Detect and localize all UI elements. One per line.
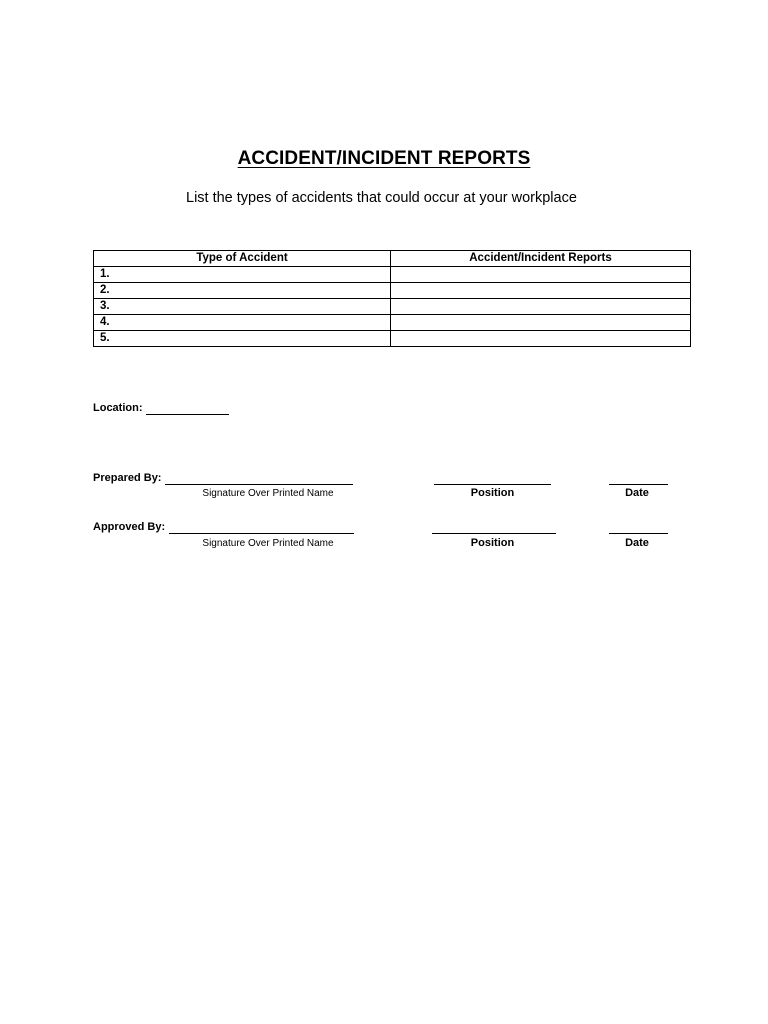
location-field[interactable]: [146, 414, 229, 415]
table-row: [94, 283, 691, 299]
row-number[interactable]: 1.: [94, 267, 391, 283]
accident-table: [93, 250, 691, 347]
report-cell[interactable]: [391, 331, 691, 347]
page-subtitle: List the types of accidents that could occur at your workplace: [186, 190, 577, 206]
prepared-date-field[interactable]: [609, 484, 668, 485]
table-row: [94, 267, 691, 283]
prepared-date-caption: Date: [625, 487, 649, 499]
row-number[interactable]: 5.: [94, 331, 391, 347]
approved-signature-caption: Signature Over Printed Name: [202, 538, 334, 549]
approved-signature-field[interactable]: [169, 533, 354, 534]
table-row: [94, 315, 691, 331]
page-title: ACCIDENT/INCIDENT REPORTS: [237, 148, 531, 169]
approved-position-field[interactable]: [432, 533, 556, 534]
row-number[interactable]: 4.: [94, 315, 391, 331]
table-header-row: [94, 251, 691, 267]
report-cell[interactable]: [391, 267, 691, 283]
report-cell[interactable]: [391, 283, 691, 299]
column-header-reports: Accident/Incident Reports: [391, 251, 691, 267]
prepared-by-label: Prepared By:: [93, 472, 162, 484]
approved-date-caption: Date: [625, 537, 649, 549]
table-row: [94, 299, 691, 315]
prepared-signature-caption: Signature Over Printed Name: [202, 488, 334, 499]
approved-by-label: Approved By:: [93, 521, 166, 533]
prepared-position-caption: Position: [470, 487, 515, 499]
approved-date-field[interactable]: [609, 533, 668, 534]
row-number[interactable]: 3.: [94, 299, 391, 315]
location-label: Location:: [93, 402, 143, 414]
column-header-type: Type of Accident: [94, 251, 391, 267]
row-number[interactable]: 2.: [94, 283, 391, 299]
report-cell[interactable]: [391, 299, 691, 315]
approved-position-caption: Position: [470, 537, 515, 549]
table-row: [94, 331, 691, 347]
report-cell[interactable]: [391, 315, 691, 331]
prepared-signature-field[interactable]: [165, 484, 353, 485]
prepared-position-field[interactable]: [434, 484, 551, 485]
